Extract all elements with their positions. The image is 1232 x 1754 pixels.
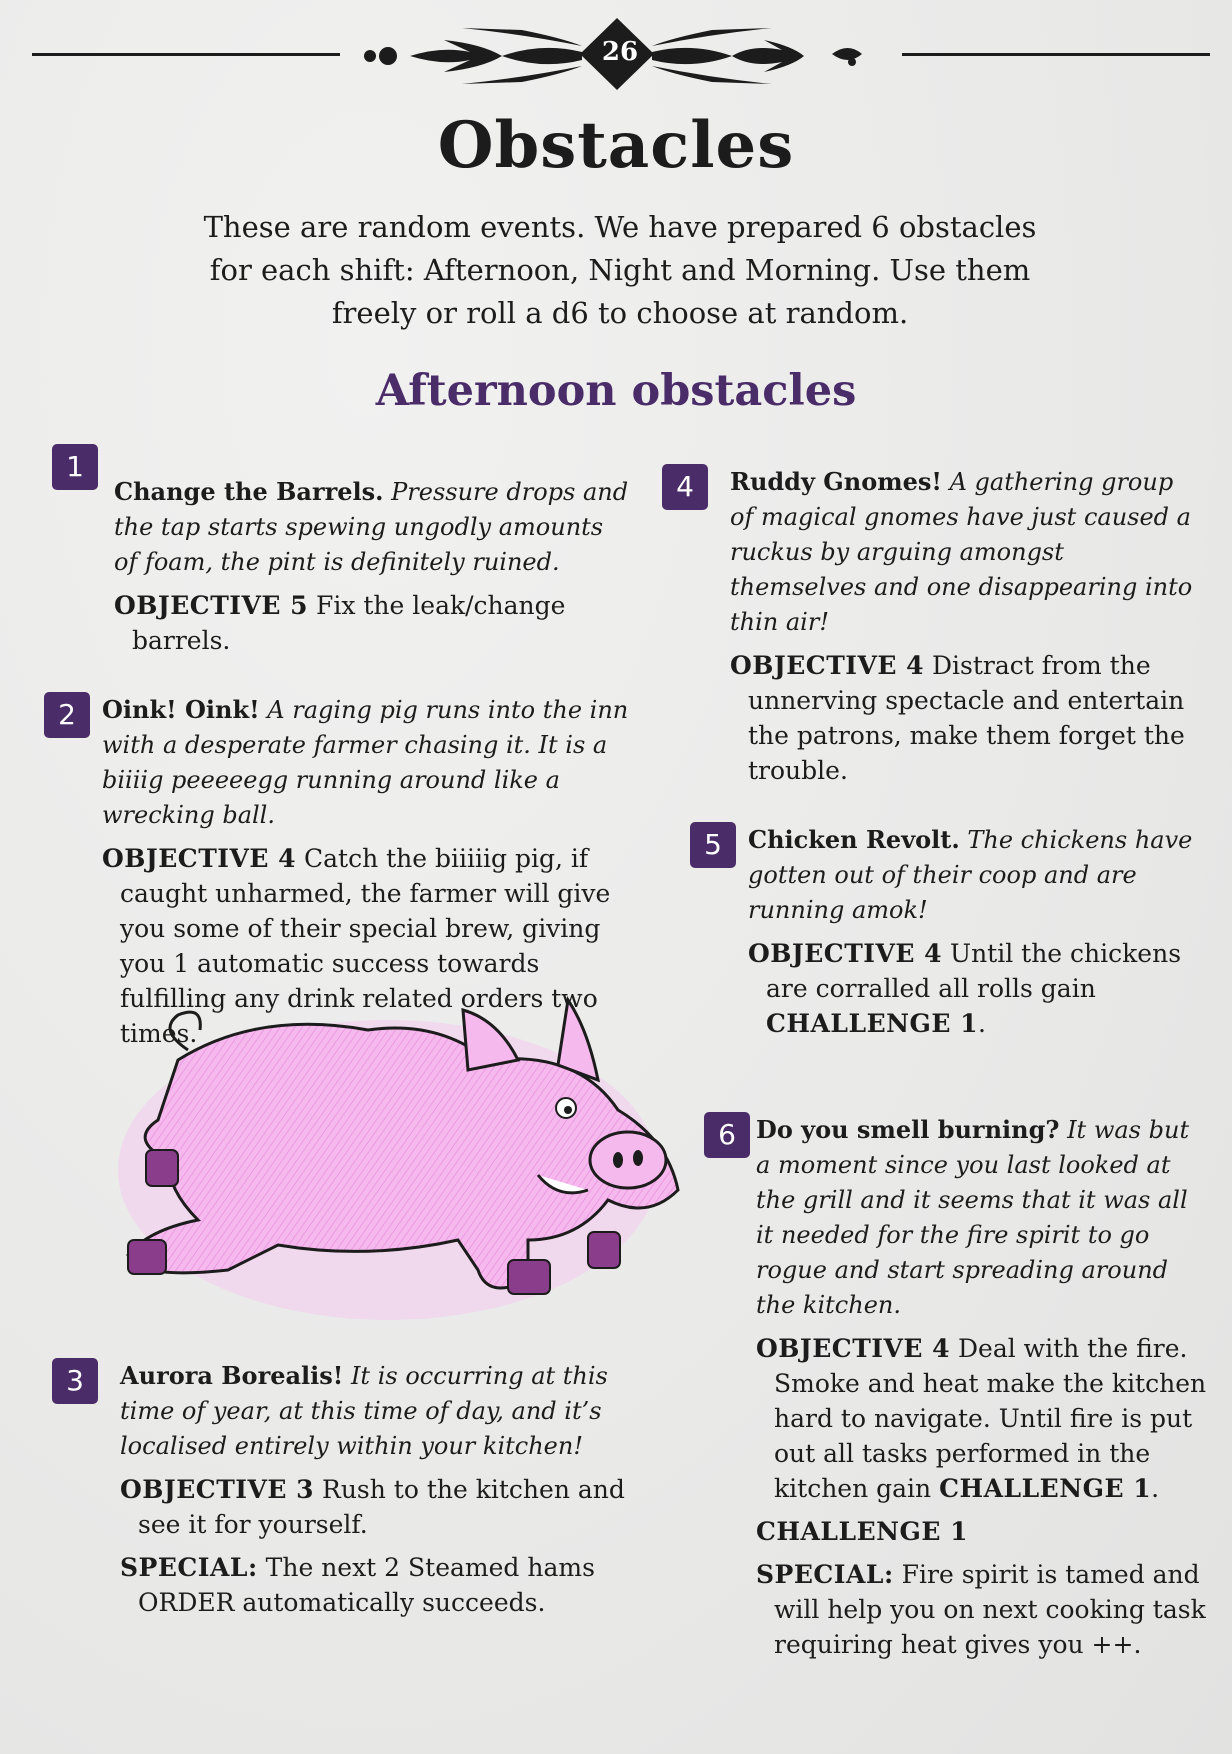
obstacle-text <box>748 822 1208 928</box>
objective-line <box>120 1472 652 1542</box>
objective-label: OBJECTIVE 3 <box>120 1475 315 1504</box>
obstacle-text <box>102 692 642 833</box>
obstacle-description: It is occurring at this time of year, at this time of day, and it’s localised entirely within your kitchen! <box>120 1362 608 1460</box>
special-text: The next 2 Steamed hams ORDER automatically succeeds. <box>138 1553 595 1617</box>
obstacle-description: The chickens have gotten out of their coop and are running amok! <box>748 826 1193 924</box>
obstacle-name: Chicken Revolt. <box>748 825 960 854</box>
pig-illustration <box>108 990 698 1320</box>
obstacle-name: Aurora Borealis! <box>120 1361 344 1390</box>
objective-line <box>730 648 1200 788</box>
objective-line <box>756 1331 1208 1506</box>
objective-end: . <box>1151 1474 1160 1503</box>
objective-text: Until the chickens are corralled all rolls gain <box>766 939 1182 1003</box>
obstacle-name: Change the Barrels. <box>114 477 384 506</box>
number-badge: 4 <box>662 464 708 510</box>
special-line <box>756 1557 1208 1662</box>
obstacle-name: Do you smell burning? <box>756 1115 1060 1144</box>
challenge-line <box>756 1514 1208 1549</box>
header-rule-left <box>32 53 340 56</box>
obstacle-name: Ruddy Gnomes! <box>730 467 942 496</box>
challenge-label: CHALLENGE 1 <box>756 1517 968 1546</box>
obstacle-text <box>114 474 634 580</box>
objective-text: Rush to the kitchen and see it for yourself. <box>138 1475 625 1539</box>
obstacle-description: A gathering group of magical gnomes have just caused a ruckus by arguing amongst themselves and one disappearing into thin air! <box>730 468 1193 636</box>
objective-label: OBJECTIVE 4 <box>102 844 297 873</box>
page-title: Obstacles <box>437 108 795 183</box>
objective-text: Catch the biiiiig pig, if caught unharmed, the farmer will give you some of their special brew, giving you 1 automatic success towards fulfilling any drink related orders two times. <box>120 844 611 1048</box>
header-rule-right <box>902 53 1210 56</box>
obstacle-text <box>120 1358 652 1464</box>
objective-line <box>748 936 1208 1041</box>
objective-label: OBJECTIVE 4 <box>730 651 925 680</box>
objective-text: Distract from the unnerving spectacle and entertain the patrons, make them forget the trouble. <box>748 651 1185 785</box>
number-badge: 1 <box>52 444 98 490</box>
number-badge: 3 <box>52 1358 98 1404</box>
intro-text: These are random events. We have prepared 6 obstacles for each shift: Afternoon, Night and Morning. Use them freely or roll a d6 to choose at random. <box>203 210 1037 330</box>
page-number: 26 <box>601 37 639 67</box>
challenge-tag: CHALLENGE 1 <box>939 1474 1152 1503</box>
objective-label: OBJECTIVE 5 <box>114 591 309 620</box>
special-line <box>120 1550 652 1620</box>
obstacle-text <box>730 464 1200 640</box>
objective-label: OBJECTIVE 4 <box>756 1334 951 1363</box>
special-label: SPECIAL: <box>756 1560 894 1589</box>
number-badge: 5 <box>690 822 736 868</box>
obstacle-description: Pressure drops and the tap starts spewing ungodly amounts of foam, the pint is definitely ruined. <box>114 478 629 576</box>
number-badge: 2 <box>44 692 90 738</box>
obstacle-description: It was but a moment since you last looked at the grill and it seems that it was all it needed for the fire spirit to go rogue and start spreading around the kitchen. <box>756 1116 1190 1319</box>
obstacle-name: Oink! Oink! <box>102 695 260 724</box>
objective-text: Deal with the fire. Smoke and heat make the kitchen hard to navigate. Until fire is put out all tasks performed in the kitchen gain <box>774 1334 1207 1503</box>
objective-label: OBJECTIVE 4 <box>748 939 943 968</box>
special-label: SPECIAL: <box>120 1553 258 1582</box>
number-badge: 6 <box>704 1112 750 1158</box>
challenge-tag: CHALLENGE 1 <box>766 1009 978 1038</box>
objective-text: Fix the leak/change barrels. <box>132 591 566 655</box>
objective-end: . <box>977 1009 986 1038</box>
obstacle-text <box>756 1112 1208 1323</box>
section-title: Afternoon obstacles <box>375 366 857 416</box>
obstacle-description: A raging pig runs into the inn with a desperate farmer chasing it. It is a biiiig peeeeegg running around like a wrecking ball. <box>102 696 629 829</box>
special-text: Fire spirit is tamed and will help you on next cooking task requiring heat gives you ++. <box>774 1560 1206 1659</box>
objective-line <box>114 588 634 658</box>
